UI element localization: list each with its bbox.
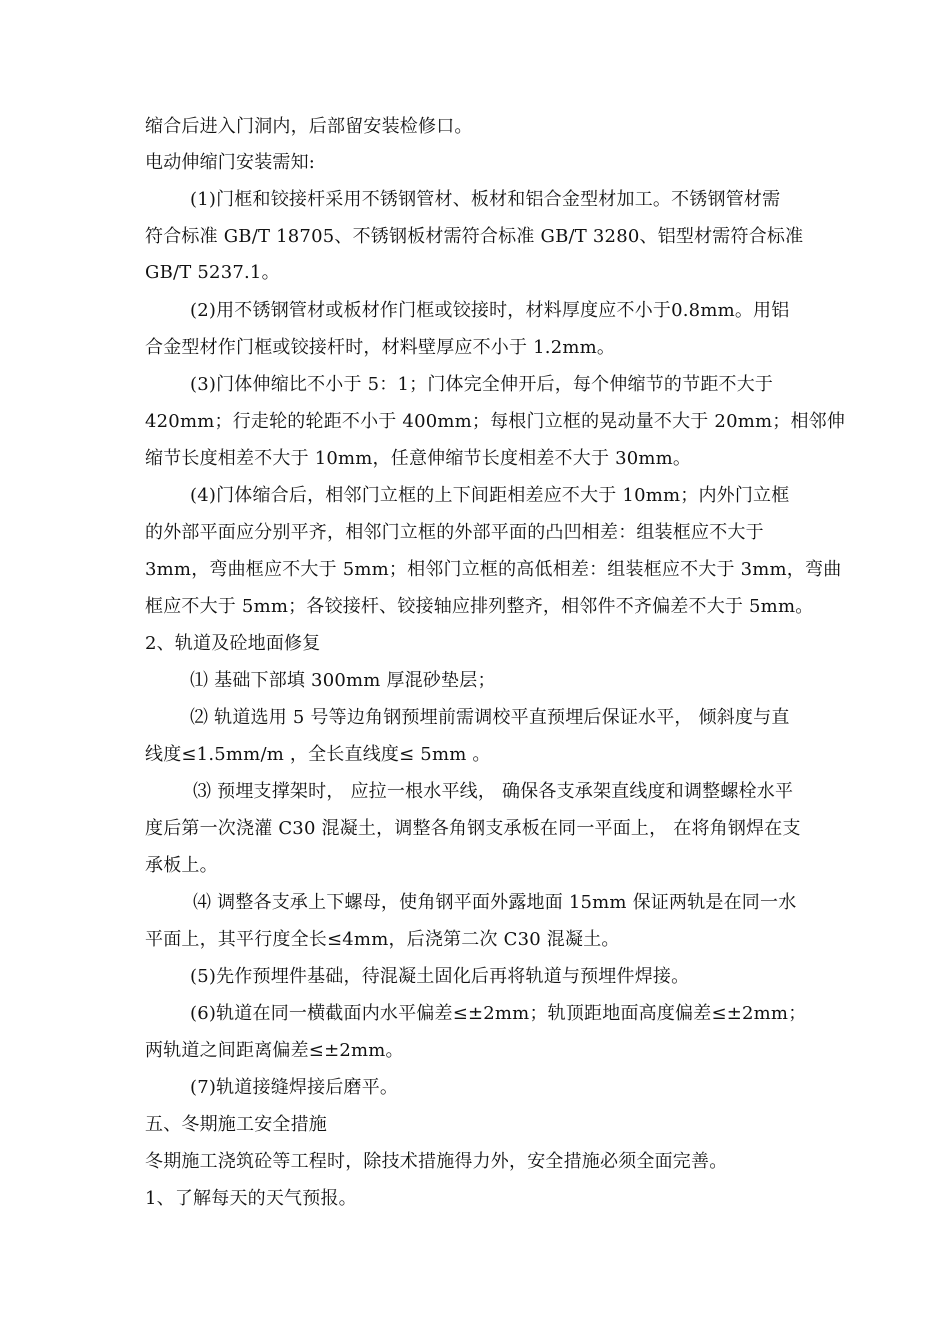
text-line: ⑶ 预埋支撑架时， 应拉一根水平线， 确保各支承架直线度和调整螺栓水平 [193, 781, 794, 802]
text-line: (5)先作预埋件基础，待混凝土固化后再将轨道与预埋件焊接。 [190, 966, 690, 987]
text-line: 缩节长度相差不大于 10mm，任意伸缩节长度相差不大于 30mm。 [145, 448, 692, 469]
text-line: 冬期施工浇筑砼等工程时，除技术措施得力外，安全措施必须全面完善。 [145, 1151, 728, 1172]
text-line: (1)门框和铰接杆采用不锈钢管材、板材和铝合金型材加工。不锈钢管材需 [190, 189, 781, 210]
text-line: 3mm，弯曲框应不大于 5mm；相邻门立框的高低相差：组装框应不大于 3mm，弯曲 [145, 559, 842, 580]
text-line: (3)门体伸缩比不小于 5：1；门体完全伸开后，每个伸缩节的节距不大于 [190, 374, 774, 395]
section-heading: 2、轨道及砼地面修复 [145, 633, 321, 654]
text-line: 承板上。 [145, 855, 218, 876]
text-line: 符合标准 GB/T 18705、不锈钢板材需符合标准 GB/T 3280、铝型材需符合标准 [145, 226, 804, 247]
text-line: (7)轨道接缝焊接后磨平。 [190, 1077, 399, 1098]
text-line: 框应不大于 5mm；各铰接杆、铰接轴应排列整齐，相邻件不齐偏差不大于 5mm。 [145, 596, 814, 617]
text-line: 电动伸缩门安装需知: [145, 152, 316, 173]
text-line: GB/T 5237.1。 [145, 262, 280, 283]
text-line: ⑴ 基础下部填 300mm 厚混砂垫层； [190, 670, 496, 691]
text-line: 平面上，其平行度全长≤4mm，后浇第二次 C30 混凝土。 [145, 929, 620, 950]
text-line: 线度≤1.5mm/m ，全长直线度≤ 5mm 。 [145, 744, 491, 765]
text-line: (4)门体缩合后，相邻门立框的上下间距相差应不大于 10mm；内外门立框 [190, 485, 790, 506]
section-heading: 五、冬期施工安全措施 [145, 1114, 327, 1135]
text-line: 缩合后进入门洞内，后部留安装检修口。 [145, 116, 473, 137]
text-line: ⑷ 调整各支承上下螺母，使角钢平面外露地面 15mm 保证两轨是在同一水 [193, 892, 797, 913]
text-line: ⑵ 轨道选用 5 号等边角钢预埋前需调校平直预埋后保证水平， 倾斜度与直 [190, 707, 790, 728]
text-line: 420mm；行走轮的轮距不小于 400mm；每根门立框的晃动量不大于 20mm；相邻伸 [145, 411, 846, 432]
text-line: (6)轨道在同一横截面内水平偏差≤±2mm；轨顶距地面高度偏差≤±2mm； [190, 1003, 807, 1024]
text-line: 度后第一次浇灌 C30 混凝土，调整各角钢支承板在同一平面上， 在将角钢焊在支 [145, 818, 801, 839]
text-line: 的外部平面应分别平齐，相邻门立框的外部平面的凸凹相差：组装框应不大于 [145, 522, 764, 543]
text-line: 两轨道之间距离偏差≤±2mm。 [145, 1040, 404, 1061]
text-line: (2)用不锈钢管材或板材作门框或铰接时，材料厚度应不小于0.8mm。用铝 [190, 300, 790, 321]
text-line: 合金型材作门框或铰接杆时，材料壁厚应不小于 1.2mm。 [145, 337, 616, 358]
text-line: 1、了解每天的天气预报。 [145, 1188, 357, 1209]
